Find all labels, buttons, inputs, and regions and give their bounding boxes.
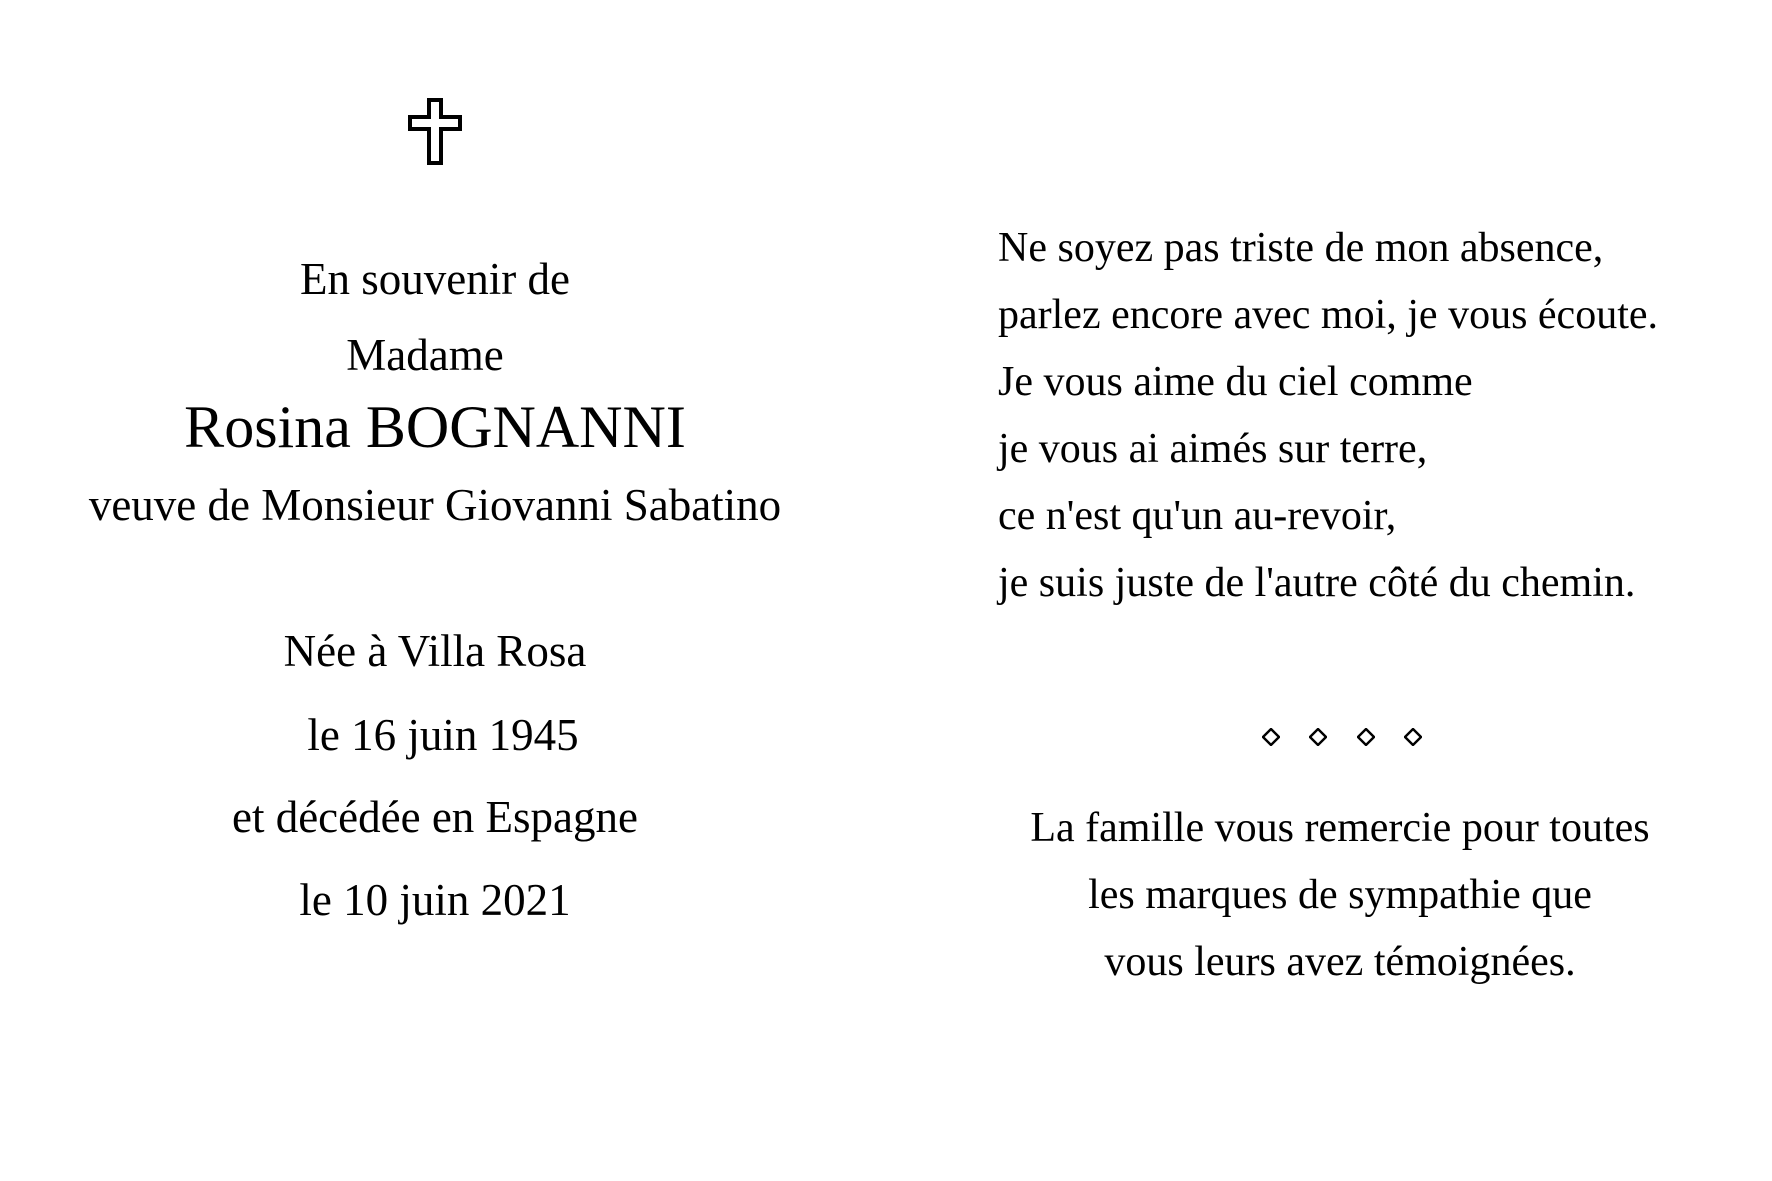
deceased-name: Rosina BOGNANNI <box>184 394 686 460</box>
death-date-text: le 10 juin 2021 <box>299 875 571 925</box>
widow-of-text: veuve de Monsieur Giovanni Sabatino <box>88 480 782 530</box>
poem-line: Ne soyez pas triste de mon absence, <box>998 225 1604 271</box>
poem-line: ce n'est qu'un au-revoir, <box>998 493 1397 539</box>
poem-line: je vous ai aimés sur terre, <box>998 426 1428 472</box>
thanks-message <box>1000 795 1680 996</box>
ornament-divider <box>1262 722 1422 752</box>
poem-line: parlez encore avec moi, je vous écoute. <box>998 292 1659 338</box>
birth-date-text: le 16 juin 1945 <box>307 710 579 760</box>
diamond-icon <box>1357 728 1375 746</box>
poem-line: je suis juste de l'autre côté du chemin. <box>998 560 1636 606</box>
poem <box>998 215 1658 617</box>
diamond-icon <box>1404 728 1422 746</box>
souvenir-text: En souvenir de <box>300 254 570 304</box>
thanks-line: La famille vous remercie pour toutes <box>1030 805 1650 851</box>
diamond-icon <box>1262 728 1280 746</box>
death-place-text: et décédée en Espagne <box>231 792 638 842</box>
thanks-line: vous leurs avez témoignées. <box>1104 939 1576 985</box>
birth-place-text: Née à Villa Rosa <box>283 626 587 676</box>
title-text: Madame <box>346 330 504 380</box>
poem-line: Je vous aime du ciel comme <box>998 359 1473 405</box>
thanks-line: les marques de sympathie que <box>1088 872 1592 918</box>
diamond-icon <box>1309 728 1327 746</box>
